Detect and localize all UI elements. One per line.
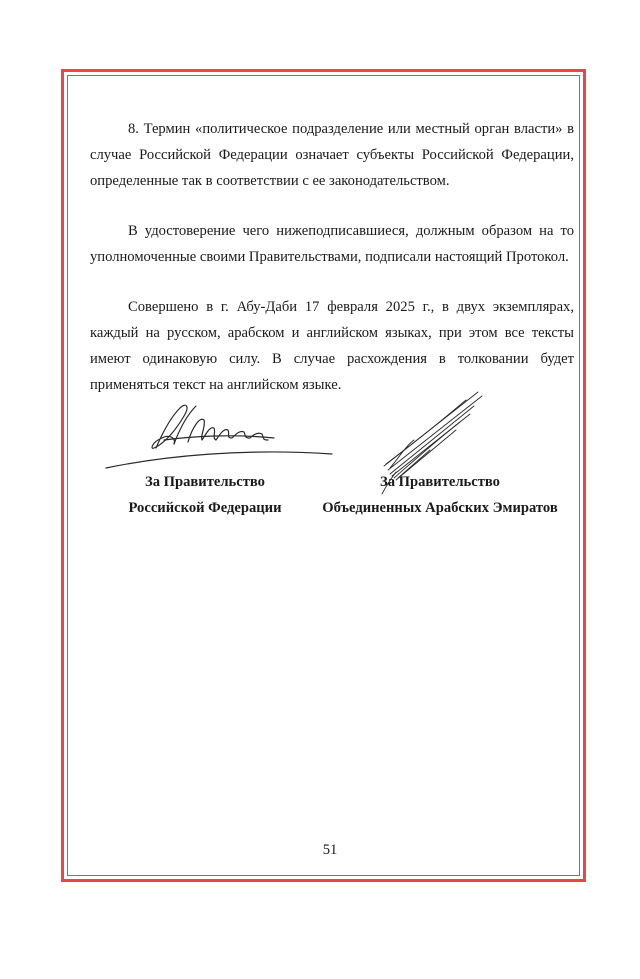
signatory-russia-line1: За Правительство <box>145 474 265 490</box>
signatory-block-russia <box>110 469 300 521</box>
signatory-block-uae <box>315 469 565 521</box>
paragraph-term-definition: 8. Термин «политическое подразделение или местный орган власти» в случае Российской Федерации означает субъекты Российской Федерации, определенные так в соответствии с ее законодательством. <box>90 121 574 189</box>
signature-left <box>104 398 336 470</box>
page-number: 51 <box>322 842 338 858</box>
signatory-uae-line2: Объединенных Арабских Эмиратов <box>322 500 558 516</box>
paragraph-witness-clause: В удостоверение чего нижеподписавшиеся, должным образом на то уполномоченные своими Правительствами, подписали настоящий Протокол. <box>90 223 574 265</box>
signatory-russia-line2: Российской Федерации <box>128 500 282 516</box>
paragraph-done-at: Совершено в г. Абу-Даби 17 февраля 2025 г., в двух экземплярах, каждый на русском, арабском и английском языках, при этом все тексты имеют одинаковую силу. В случае расхождения в толковании будет применяться текст на английском языке. <box>90 299 574 393</box>
signatory-uae-line1: За Правительство <box>380 474 500 490</box>
